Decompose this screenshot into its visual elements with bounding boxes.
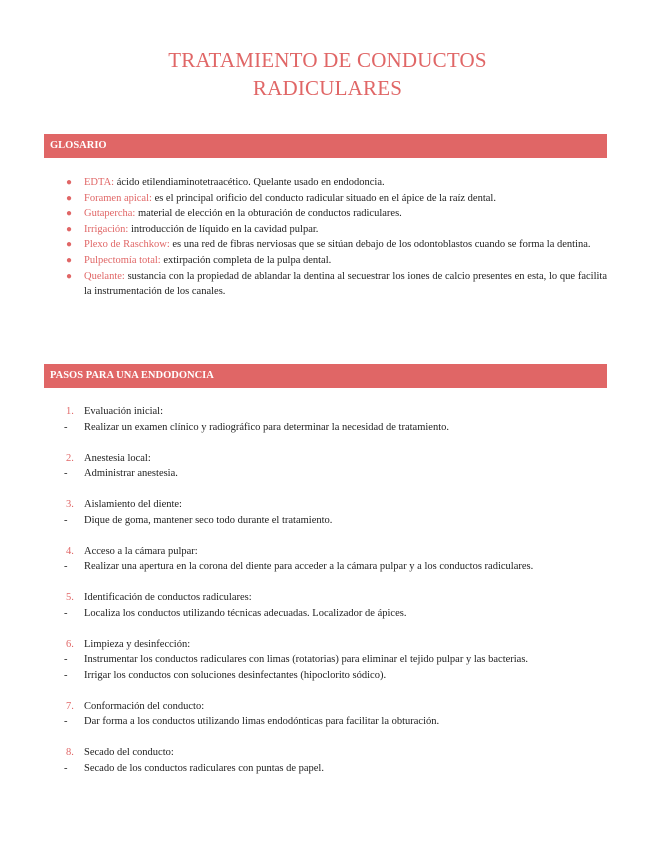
glossary-item [44, 253, 607, 269]
glossary-item [44, 269, 607, 300]
step-block [44, 745, 607, 776]
dash-icon: - [64, 514, 68, 526]
glossary-item [44, 237, 607, 253]
bullet-icon: ● [66, 223, 73, 235]
bullet-icon: ● [66, 192, 73, 204]
glossary-definition: extirpación completa de la pulpa dental. [160, 254, 332, 266]
step-block [44, 590, 607, 621]
step-heading [44, 745, 607, 761]
bullet-icon: ● [66, 270, 73, 282]
step-block [44, 404, 607, 435]
step-number: 6. [66, 638, 74, 650]
glossary-item [44, 222, 607, 238]
document-title [0, 46, 655, 102]
title-line-2: RADICULARES [252, 76, 403, 100]
glossary-definition: es el principal orificio del conducto radicular situado en el ápice de la raíz dental. [151, 192, 496, 204]
glossary-term: Pulpectomía total: [84, 254, 161, 266]
step-number: 2. [66, 452, 74, 464]
step-detail [44, 668, 607, 684]
step-title: Limpieza y desinfección: [84, 638, 191, 650]
glossary-term: Quelante: [84, 270, 125, 282]
glossary-term: Irrigación: [84, 223, 129, 235]
step-block [44, 699, 607, 730]
steps-list [44, 404, 607, 792]
step-number: 7. [66, 700, 74, 712]
bullet-icon: ● [66, 208, 73, 220]
step-title: Secado del conducto: [84, 747, 174, 758]
glossary-definition: introducción de líquido en la cavidad pulpar. [128, 223, 319, 235]
step-detail-text: Administrar anestesia. [84, 468, 178, 479]
dash-icon: - [64, 762, 68, 774]
step-detail [44, 420, 607, 436]
step-block [44, 451, 607, 482]
glossary-definition: es una red de fibras nerviosas que se sitúan debajo de los odontoblastos cuando se forma la dentina. [169, 239, 591, 251]
step-block [44, 497, 607, 528]
step-number: 8. [66, 747, 74, 758]
step-detail [44, 606, 607, 622]
glossary-term: Foramen apical: [84, 192, 152, 204]
glossary-item [44, 175, 607, 191]
bullet-icon: ● [66, 177, 73, 188]
dash-icon: - [64, 561, 68, 572]
step-title: Acceso a la cámara pulpar: [84, 545, 198, 557]
step-detail-text: Secado de los conductos radiculares con puntas de papel. [84, 762, 324, 774]
step-heading [44, 637, 607, 653]
steps-heading: PASOS PARA UNA ENDODONCIA [44, 364, 607, 388]
step-detail [44, 714, 607, 730]
step-number: 4. [66, 545, 74, 557]
step-heading [44, 404, 607, 420]
bullet-icon: ● [66, 239, 73, 251]
step-title: Conformación del conducto: [84, 700, 205, 712]
glossary-term: Gutapercha: [84, 208, 136, 220]
step-title: Evaluación inicial: [84, 406, 164, 417]
step-detail [44, 513, 607, 529]
step-heading [44, 544, 607, 560]
step-number: 5. [66, 592, 74, 603]
step-block [44, 544, 607, 575]
step-heading [44, 699, 607, 715]
step-detail-text: Realizar un examen clínico y radiográfico para determinar la necesidad de tratamiento. [84, 421, 449, 433]
step-detail-text: Dique de goma, mantener seco todo durante el tratamiento. [84, 514, 333, 526]
step-detail-text: Irrigar los conductos con soluciones desinfectantes (hipoclorito sódico). [84, 669, 387, 681]
step-detail [44, 761, 607, 777]
glossary-heading: GLOSARIO [44, 134, 607, 158]
dash-icon: - [64, 669, 68, 681]
bullet-icon: ● [66, 254, 73, 266]
title-line-1: TRATAMIENTO DE CONDUCTOS [168, 48, 487, 72]
glossary-term: EDTA: [84, 177, 115, 188]
dash-icon: - [64, 607, 68, 619]
glossary-list [44, 175, 607, 300]
glossary-term: Plexo de Raschkow: [84, 239, 170, 251]
step-title: Identificación de conductos radiculares: [84, 592, 252, 603]
step-heading [44, 451, 607, 467]
step-detail-text: Localiza los conductos utilizando técnicas adecuadas. Localizador de ápices. [84, 607, 407, 619]
step-detail [44, 466, 607, 482]
step-title: Anestesia local: [84, 452, 151, 464]
step-detail-text: Instrumentar los conductos radiculares con limas (rotatorias) para eliminar el tejido pulpar y las bacterias. [84, 654, 529, 665]
glossary-definition: ácido etilendiaminotetraacético. Quelante usado en endodoncia. [114, 177, 385, 188]
dash-icon: - [64, 654, 68, 665]
glossary-definition: sustancia con la propiedad de ablandar la dentina al secuestrar los iones de calcio presentes en esta, lo que facilita la instrumentación de los canales. [84, 270, 607, 298]
step-title: Aislamiento del diente: [84, 499, 182, 510]
dash-icon: - [64, 716, 68, 727]
dash-icon: - [64, 468, 68, 479]
step-number: 1. [66, 406, 74, 417]
step-detail-text: Dar forma a los conductos utilizando limas endodónticas para facilitar la obturación. [84, 716, 440, 727]
glossary-item [44, 206, 607, 222]
step-detail [44, 652, 607, 668]
step-block [44, 637, 607, 684]
dash-icon: - [64, 421, 68, 433]
step-detail [44, 559, 607, 575]
step-heading [44, 497, 607, 513]
step-heading [44, 590, 607, 606]
step-number: 3. [66, 499, 74, 510]
glossary-item [44, 191, 607, 207]
glossary-definition: material de elección en la obturación de conductos radiculares. [135, 208, 402, 220]
step-detail-text: Realizar una apertura en la corona del diente para acceder a la cámara pulpar y a los conductos radiculares. [84, 561, 534, 572]
